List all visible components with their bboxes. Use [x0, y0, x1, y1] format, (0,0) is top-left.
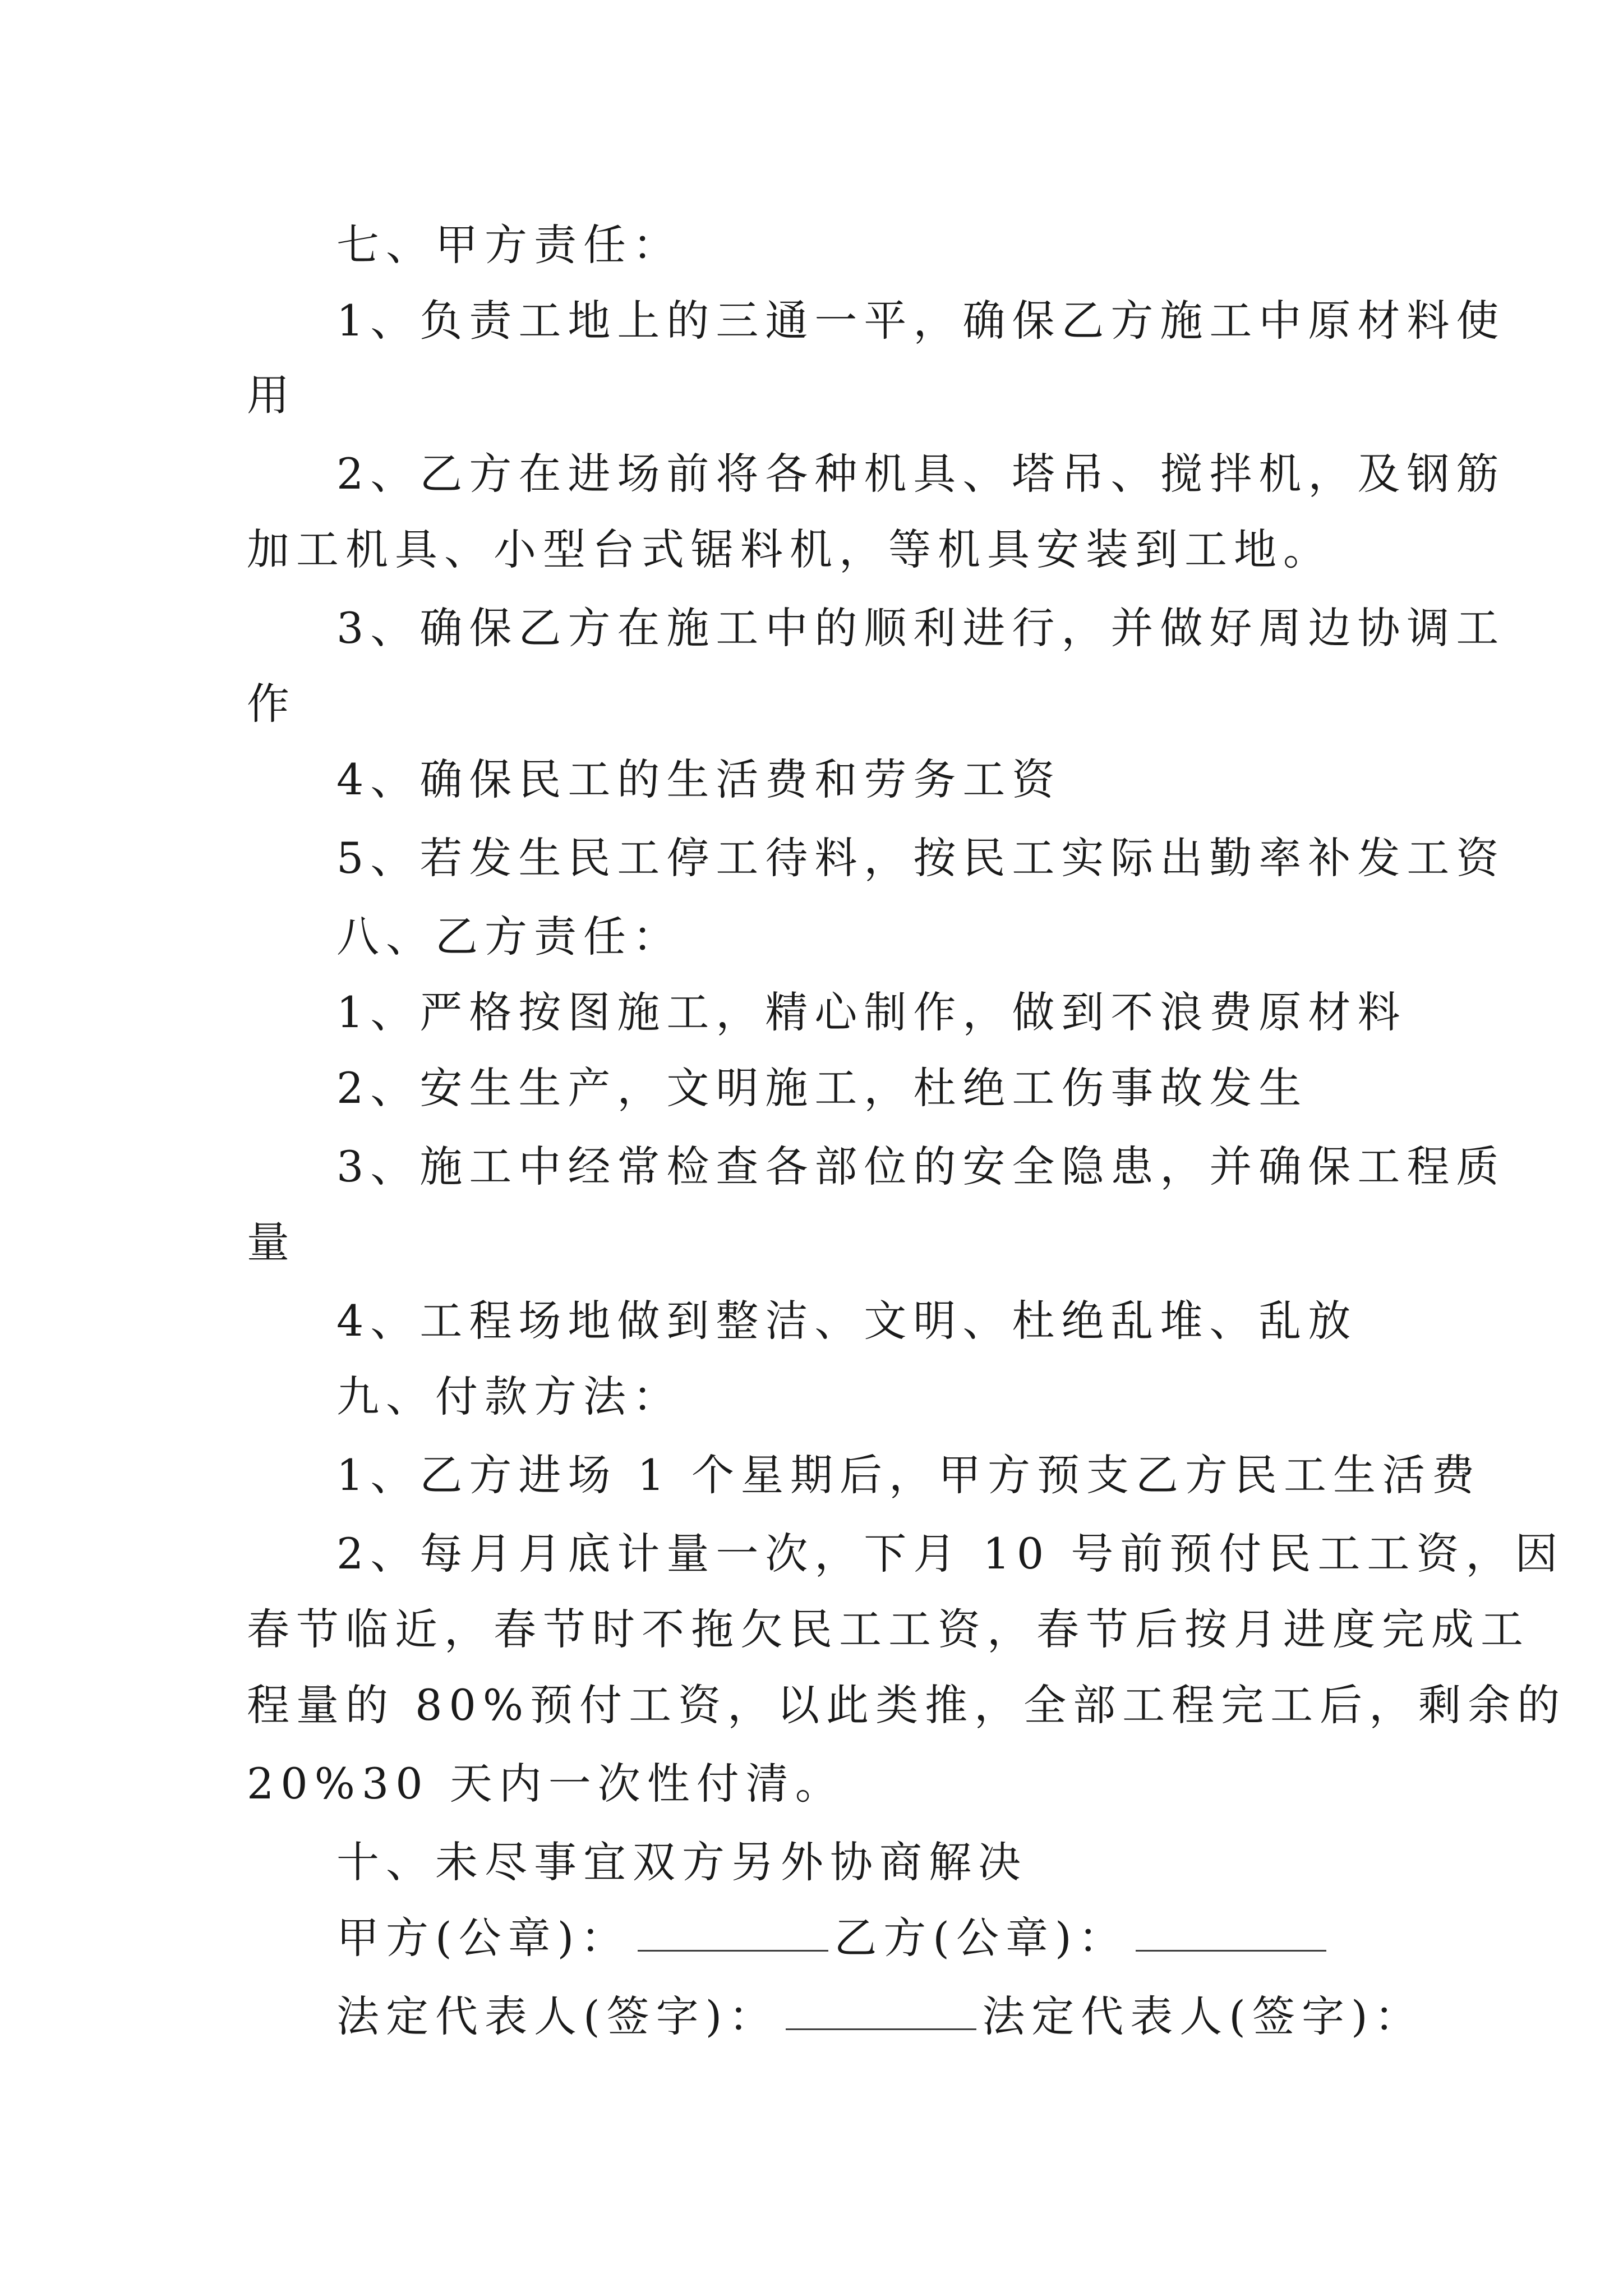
paragraph-line: 3、施工中经常检查各部位的安全隐患，并确保工程质 [336, 1142, 1506, 1191]
section-8-heading: 八、乙方责任： [336, 912, 682, 961]
paragraph-line: 量 [247, 1217, 296, 1267]
paragraph-line: 1、乙方进场 1 个星期后，甲方预支乙方民工生活费 [336, 1450, 1482, 1500]
party-b-seal-blank[interactable] [1136, 1948, 1326, 1952]
section-9-heading: 九、付款方法： [336, 1372, 682, 1421]
party-a-seal-blank[interactable] [638, 1948, 828, 1952]
paragraph-line: 程量的 80%预付工资，以此类推，全部工程完工后，剩余的 [247, 1680, 1567, 1730]
paragraph-line: 4、确保民工的生活费和劳务工资 [336, 754, 1062, 804]
paragraph-line: 1、严格按图施工，精心制作，做到不浪费原材料 [336, 987, 1407, 1037]
paragraph-line: 加工机具、小型台式锯料机，等机具安装到工地。 [247, 524, 1332, 574]
section-7-heading: 七、甲方责任： [336, 220, 682, 270]
rep-a-blank[interactable] [786, 2026, 976, 2030]
paragraph-line: 作 [247, 679, 296, 729]
paragraph-line: 春节临近，春节时不拖欠民工工资，春节后按月进度完成工 [247, 1604, 1530, 1654]
paragraph-line: 20%30 天内一次性付清。 [247, 1759, 845, 1809]
section-10-heading: 十、未尽事宜双方另外协商解决 [336, 1837, 1027, 1887]
party-a-seal-label: 甲方(公章)： [336, 1913, 630, 1963]
rep-b-label: 法定代表人(签字)： [982, 1991, 1424, 2041]
paragraph-line: 2、乙方在进场前将各种机具、塔吊、搅拌机，及钢筋 [336, 449, 1506, 499]
paragraph-line: 4、工程场地做到整洁、文明、杜绝乱堆、乱放 [336, 1296, 1358, 1346]
paragraph-line: 2、每月月底计量一次，下月 10 号前预付民工工资，因 [336, 1529, 1565, 1579]
representative-signature-row [336, 1991, 1424, 2042]
paragraph-line: 1、负责工地上的三通一平，确保乙方施工中原材料使 [336, 296, 1506, 346]
party-b-seal-label: 乙方(公章)： [834, 1913, 1128, 1963]
paragraph-line: 用 [247, 370, 296, 420]
rep-a-label: 法定代表人(签字)： [336, 1991, 778, 2041]
seal-signature-row [336, 1913, 1332, 1963]
paragraph-line: 5、若发生民工停工待料，按民工实际出勤率补发工资 [336, 833, 1506, 883]
paragraph-line: 2、安生生产，文明施工，杜绝工伤事故发生 [336, 1063, 1308, 1113]
paragraph-line: 3、确保乙方在施工中的顺利进行，并做好周边协调工 [336, 603, 1506, 653]
